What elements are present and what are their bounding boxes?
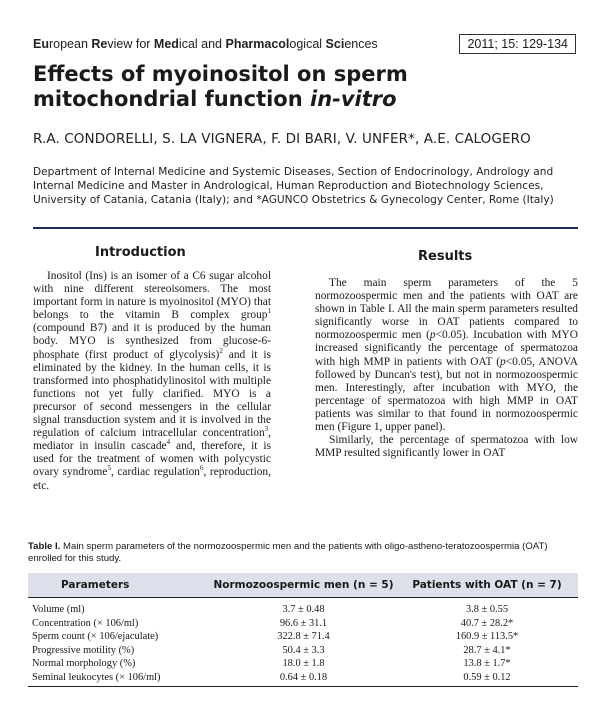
reference-superscript: 6 — [200, 464, 204, 473]
results-paragraph — [315, 277, 578, 434]
journal-name-part: ences — [344, 37, 378, 51]
normozoospermic-value: 50.4 ± 3.3 — [282, 644, 325, 656]
table-caption — [28, 541, 578, 565]
results-body — [315, 277, 578, 460]
reference-superscript: 1 — [267, 307, 271, 316]
parameter-cell: Progressive motility (%) — [32, 644, 135, 656]
reference-superscript: 3 — [264, 425, 269, 434]
reference-superscript: 4 — [166, 438, 171, 447]
column-header-parameters: Parameters — [28, 573, 211, 598]
parameter-cell: Seminal leukocytes (× 106/ml) — [28, 671, 211, 687]
normozoospermic-value: 0.64 ± 0.18 — [211, 671, 396, 687]
results-text: <0.05, ANOVA followed by Duncan's test), but not in normozoospermic men. Interestingly, after incubation with MYO, the percentage of spermatozoa with high MMP in OAT patients was similar to that found in normozoospermic men (Figure 1, upper panel). — [315, 355, 578, 434]
p-value-symbol: p — [429, 329, 436, 342]
table-row — [28, 671, 578, 687]
results-heading: Results — [418, 249, 473, 264]
sperm-parameters-table — [28, 573, 578, 687]
title-main: Effects of myoinositol on sperm mitochondrial function — [33, 62, 408, 111]
reference-superscript: 2 — [219, 346, 223, 355]
table-row — [28, 657, 578, 671]
table-header-row — [28, 573, 578, 598]
article-title — [33, 62, 578, 112]
table-row — [28, 630, 578, 644]
introduction-text: and it is eliminated by the kidney. In the human cells, it is transformed into phosphatidylinositol with multiple functions not yet fully clarified. MYO is a precursor of second messengers in the cellular signal transduction system and it is involved in the regulation of calcium intracellular concentration — [33, 348, 271, 440]
oat-value: 13.8 ± 1.7* — [463, 658, 511, 670]
journal-name-part: Sci — [325, 37, 345, 51]
introduction-text: , reproduction, etc. — [33, 466, 271, 492]
table-row — [28, 617, 578, 631]
journal-name-part: Eu — [33, 37, 49, 51]
journal-name-part: ropean — [48, 37, 92, 51]
journal-name-part: Pharmacol — [225, 37, 290, 51]
introduction-body — [33, 270, 271, 493]
results-text: Similarly, the percentage of spermatozoa with low MMP resulted significantly lower in OAT — [315, 434, 578, 460]
citation-box: 2011; 15: 129-134 — [459, 34, 576, 54]
results-text: The main sperm parameters of the 5 normozoospermic men and the patients with OAT are shown in Table I. All the main sperm parameters resulted significantly worse in OAT patients compared to normozoospermic men ( — [315, 277, 578, 342]
journal-name-part: ical and — [178, 37, 226, 51]
journal-name-part: Re — [91, 37, 108, 51]
journal-name-part: ogical — [289, 37, 326, 51]
introduction-text: Inositol (Ins) is an isomer of a C6 sugar alcohol with nine different stereoisomers. The most important form in nature is myoinositol (MYO) that belongs to the vitamin B complex group — [33, 270, 271, 322]
oat-value: 0.59 ± 0.12 — [396, 671, 578, 687]
results-paragraph — [315, 434, 578, 460]
normozoospermic-value: 322.8 ± 71.4 — [277, 631, 330, 643]
table-row — [28, 644, 578, 658]
parameter-cell: Volume (ml) — [32, 604, 85, 616]
journal-name — [33, 37, 378, 51]
normozoospermic-value: 96.6 ± 31.1 — [279, 617, 328, 629]
column-header-normozoospermic: Normozoospermic men (n = 5) — [211, 573, 396, 598]
results-text: <0.05). Incubation with MYO increased significantly the percentage of spermatozoa with high MMP in patients with OAT ( — [315, 329, 578, 368]
introduction-heading: Introduction — [95, 245, 186, 260]
header-divider — [33, 227, 578, 229]
journal-name-part: Med — [153, 37, 179, 51]
parameter-cell: Concentration (× 106/ml) — [32, 617, 139, 629]
oat-value: 40.7 ± 28.2* — [460, 617, 514, 629]
table-row — [28, 598, 578, 617]
table-caption-label: Table I. — [28, 541, 61, 552]
oat-value: 160.9 ± 113.5* — [455, 631, 519, 643]
introduction-text: , mediator in insulin cascade — [33, 427, 271, 453]
reference-superscript: 5 — [107, 464, 111, 473]
column-header-oat: Patients with OAT (n = 7) — [396, 573, 578, 598]
normozoospermic-value: 3.7 ± 0.48 — [282, 604, 325, 616]
journal-name-part: view for — [107, 37, 154, 51]
introduction-text: (compound B7) and it is produced by the human body. MYO is synthesized from glucose-6-phosphate (first product of glycolysis) — [33, 322, 271, 361]
title-italic: in-vitro — [310, 87, 397, 111]
affiliation: Department of Internal Medicine and Systemic Diseases, Section of Endocrinology, Andrology and Internal Medicine and Master in Andrological, Human Reproduction and Biotechnology Sciences, University of Catania, Catania (Italy); and *AGUNCO Obstetrics & Gynecology Center, Rome (Italy) — [33, 166, 554, 206]
parameter-cell: Normal morphology (%) — [32, 658, 136, 670]
author-list: R.A. CONDORELLI, S. LA VIGNERA, F. DI BARI, V. UNFER*, A.E. CALOGERO — [33, 131, 531, 147]
parameter-cell: Sperm count (× 106/ejaculate) — [32, 631, 159, 643]
p-value-symbol: p — [500, 355, 506, 368]
normozoospermic-value: 18.0 ± 1.8 — [282, 658, 325, 670]
oat-value: 28.7 ± 4.1* — [463, 644, 511, 656]
table-caption-text: Main sperm parameters of the normozoospermic men and the patients with oligo-astheno-teratozoospermia (OAT) enrolled for this study. — [28, 541, 548, 564]
oat-value: 3.8 ± 0.55 — [465, 604, 509, 616]
introduction-text: and, therefore, it is used for the treatment of women with polycystic ovary syndrome — [33, 440, 271, 479]
introduction-text: , cardiac regulation — [110, 466, 200, 479]
